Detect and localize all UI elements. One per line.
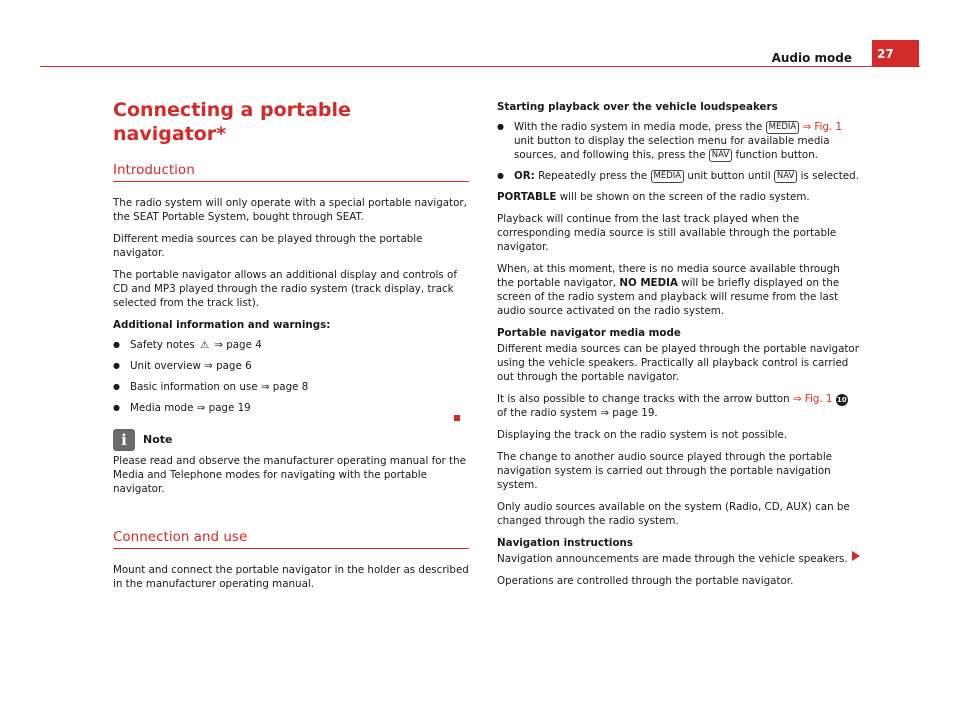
list-item-safety: ● Safety notes ⚠ ⇒ page 4 (113, 338, 469, 352)
fig-1-link[interactable]: ⇒ Fig. 1 (802, 121, 843, 133)
list-item-media-mode[interactable]: ● Media mode ⇒ page 19 (113, 401, 469, 415)
announcements-paragraph: Navigation announcements are made through the vehicle speakers. (497, 553, 848, 565)
callout-10-icon: 10 (836, 396, 847, 404)
only-sources-paragraph: Only audio sources available on the system (Radio, CD, AUX) can be changed through the radio system. (497, 501, 850, 527)
different-sources-paragraph: Different media sources can be played through the portable navigator using the vehicle speakers. Practically all playback control is carried out through the portable navigator. (497, 343, 859, 383)
media-key: MEDIA (766, 121, 800, 134)
left-column (113, 98, 469, 599)
change-source-paragraph: The change to another audio source played through the portable navigation system is carried out through the portable navigation system. (497, 451, 833, 491)
continue-arrow-icon (852, 551, 860, 561)
media-key: MEDIA (651, 170, 685, 183)
note-label: Note (143, 433, 173, 446)
note-header (113, 429, 469, 451)
info-note-icon: i (113, 429, 135, 451)
additional-info-heading: Additional information and warnings: (113, 319, 331, 331)
note-text: Please read and observe the manufacturer operating manual for the Media and Telephone modes for navigating with the portable navigator. (113, 455, 466, 495)
page-number: 27 (872, 40, 919, 67)
right-column (497, 100, 859, 596)
fig-1-link[interactable]: ⇒ Fig. 1 (792, 393, 833, 405)
list-item-basic-info[interactable]: ● Basic information on use ⇒ page 8 (113, 380, 469, 394)
list-item-press-media: ● With the radio system in media mode, press the MEDIA ⇒ Fig. 1 unit button to display the selection menu for available media sources, and following this, press the NAV function button. (497, 120, 859, 162)
list-item-unit-overview[interactable]: ● Unit overview ⇒ page 6 (113, 359, 469, 373)
list-item-or: ● OR: Repeatedly press the MEDIA unit button until NAV is selected. (497, 169, 859, 183)
nav-key: NAV (709, 149, 732, 162)
portable-paragraph: PORTABLE will be shown on the screen of the radio system. (497, 191, 810, 203)
connection-paragraph: Mount and connect the portable navigator in the holder as described in the manufacturer operating manual. (113, 564, 469, 590)
start-playback-heading: Starting playback over the vehicle loudspeakers (497, 101, 778, 113)
section-end-marker (454, 415, 460, 421)
safety-page-link[interactable]: ⇒ page 4 (214, 339, 262, 351)
warning-triangle-icon: ⚠ (200, 340, 210, 351)
intro-heading: Introduction (113, 161, 469, 182)
chapter-title: Connecting a portable navigator* (113, 99, 351, 145)
intro-paragraph-2: Different media sources can be played through the portable navigator. (113, 233, 423, 259)
intro-paragraph-1: The radio system will only operate with a special portable navigator, the SEAT Portable System, bought through SEAT. (113, 197, 467, 223)
no-media-paragraph: When, at this moment, there is no media source available through the portable navigator, NO MEDIA will be briefly displayed on the screen of the radio system and playback will resume from the last audio source activated on the radio system. (497, 263, 840, 317)
running-header-title: Audio mode (771, 51, 852, 65)
continue-paragraph: Playback will continue from the last track played when the corresponding media source is still available through the portable navigator. (497, 213, 837, 253)
operations-paragraph: Operations are controlled through the portable navigator. (497, 575, 794, 587)
nav-key: NAV (774, 170, 797, 183)
display-paragraph: Displaying the track on the radio system is not possible. (497, 429, 788, 441)
media-mode-heading: Portable navigator media mode (497, 327, 681, 339)
arrow-button-paragraph: It is also possible to change tracks with the arrow button ⇒ Fig. 1 10 of the radio system ⇒ page 19. (497, 393, 847, 419)
intro-paragraph-3: The portable navigator allows an additional display and controls of CD and MP3 played through the radio system (track display, track selected from the track list). (113, 269, 457, 309)
connection-heading: Connection and use (113, 528, 469, 549)
header-rule (40, 66, 920, 67)
navigation-instructions-heading: Navigation instructions (497, 537, 633, 549)
